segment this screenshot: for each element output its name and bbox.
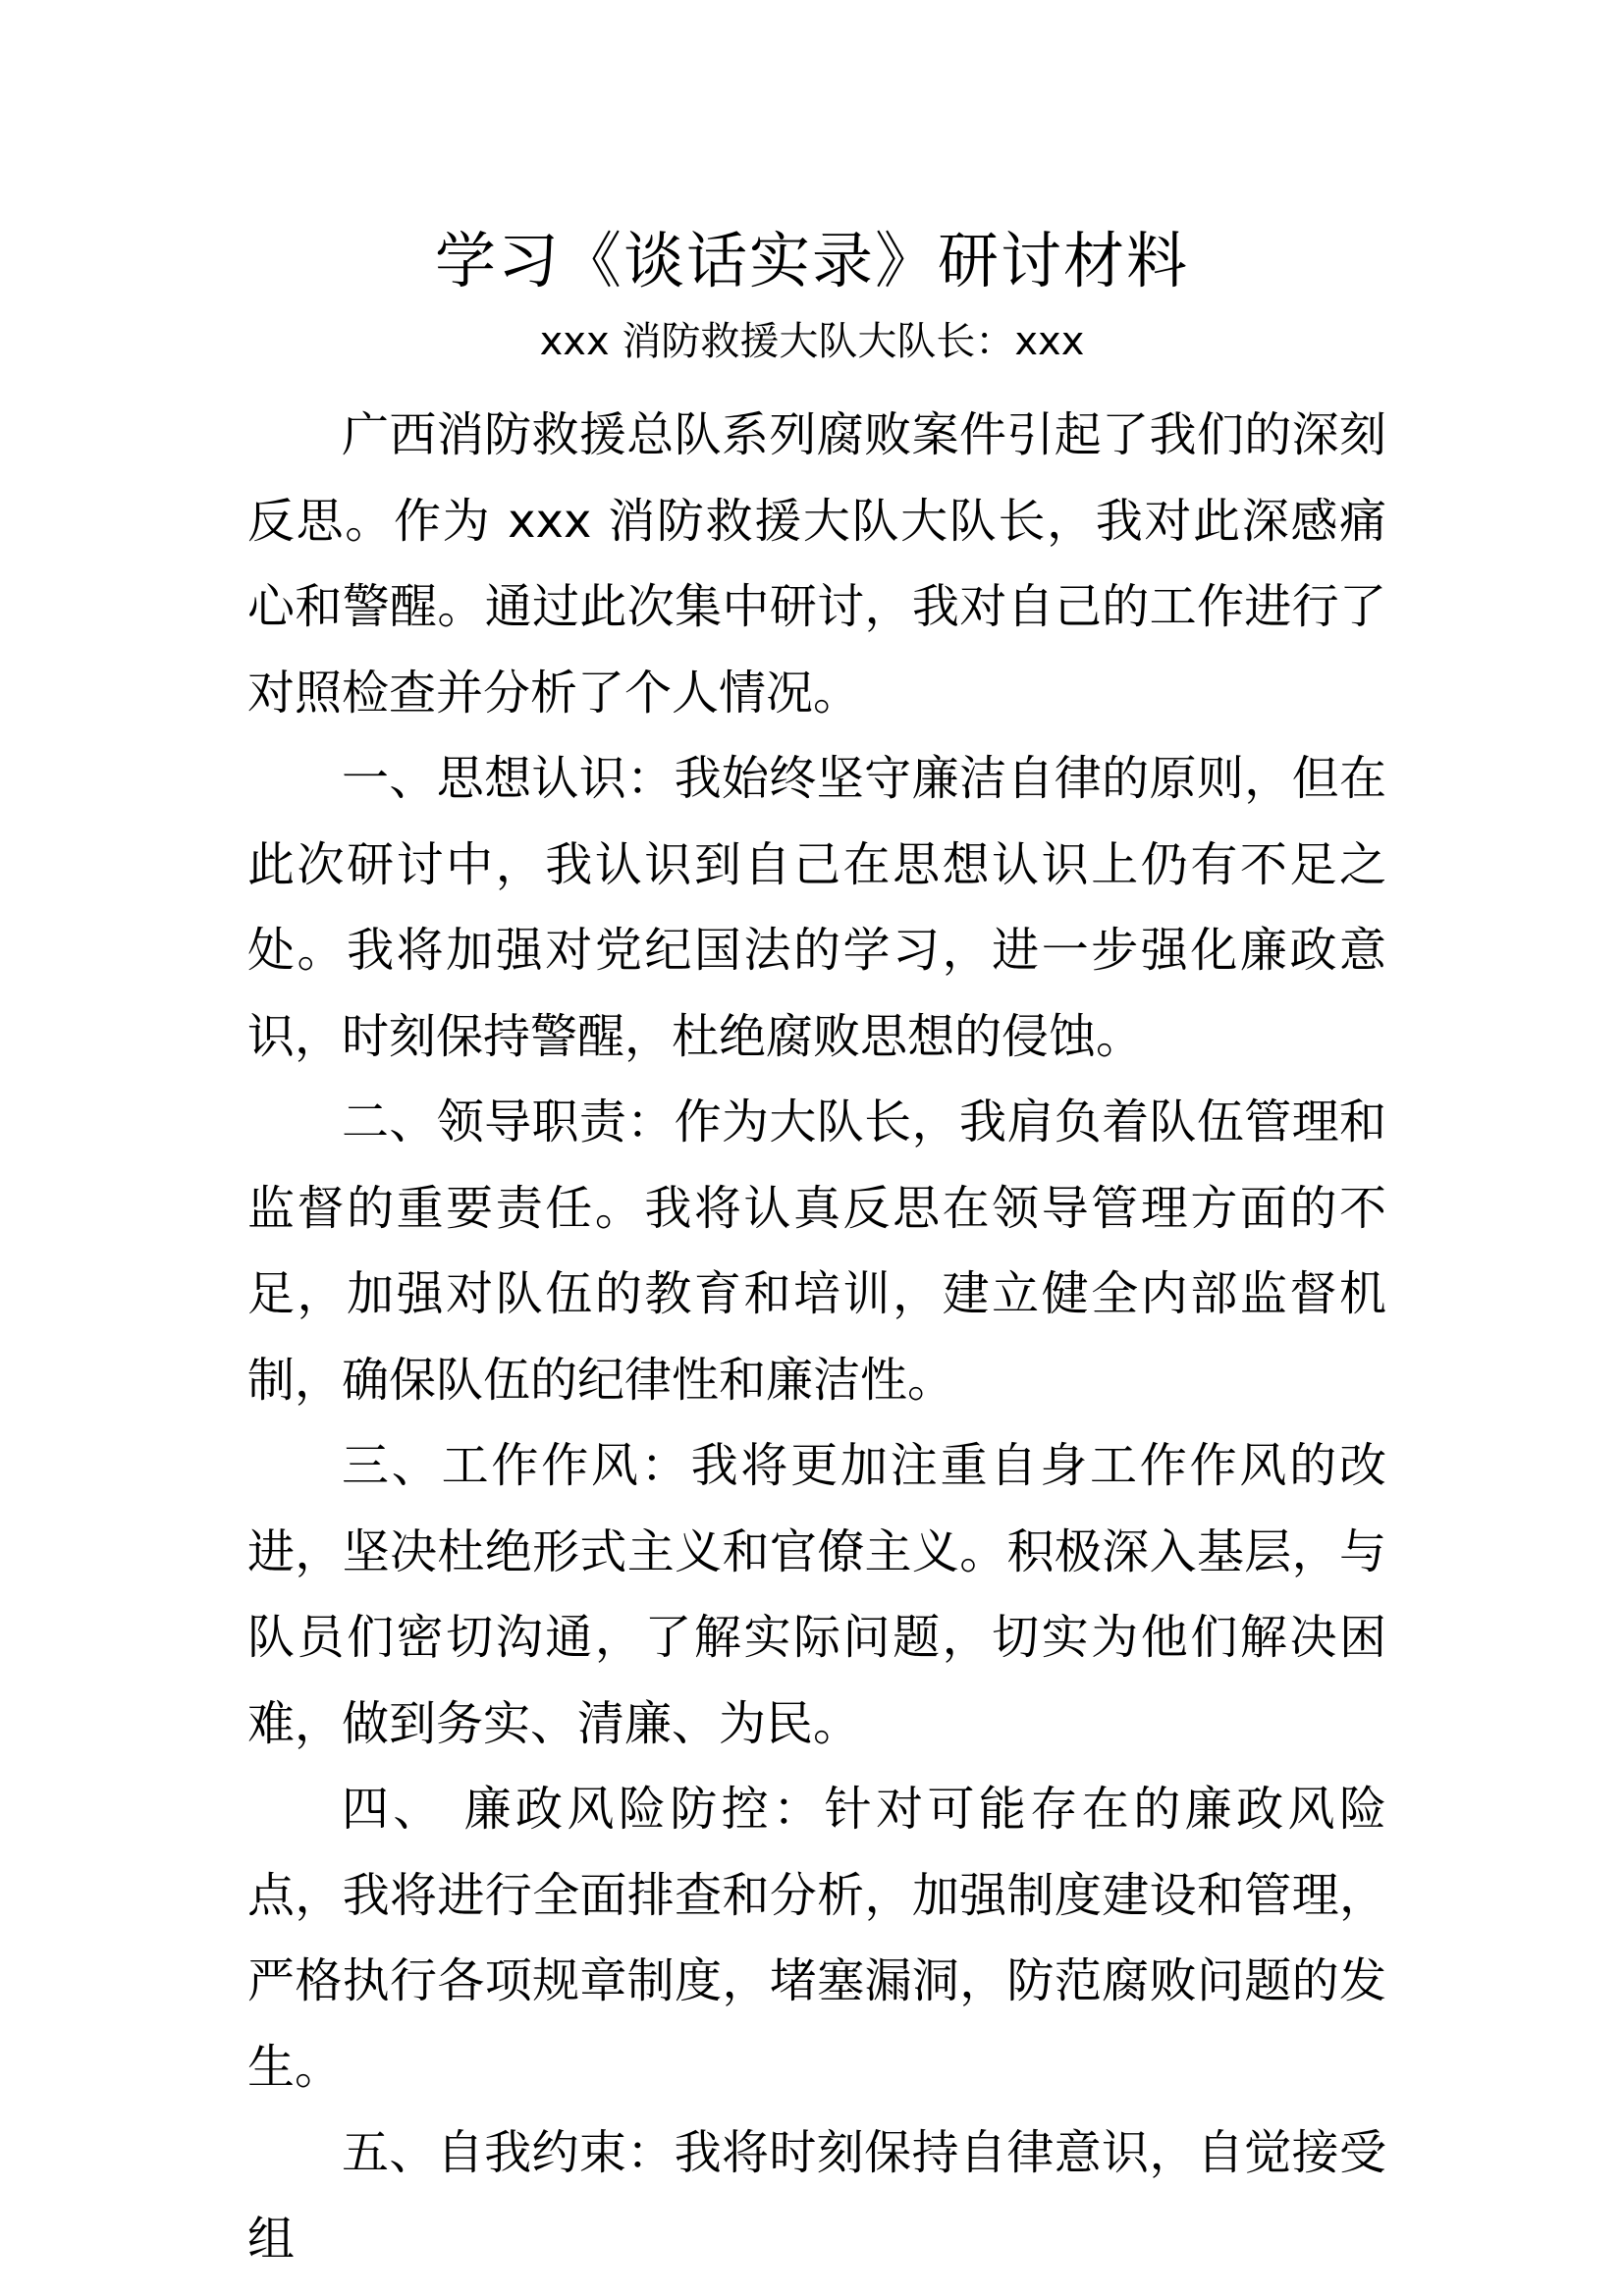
paragraph-self-discipline: 五、自我约束：我将时刻保持自律意识，自觉接受组 (247, 2125, 1386, 2267)
paragraph-intro: 广西消防救援总队系列腐败案件引起了我们的深刻反思。作为 xxx 消防救援大队大队长，我对此深感痛心和警醒。通过此次集中研讨，我对自己的工作进行了对照检查并分析了个人情况。 (247, 407, 1386, 721)
paragraph-leadership: 二、领导职责：作为大队长，我肩负着队伍管理和监督的重要责任。我将认真反思在领导管理方面的不足，加强对队伍的教育和培训，建立健全内部监督机制，确保队伍的纪律性和廉洁性。 (247, 1095, 1386, 1408)
document-subtitle: xxx 消防救援大队大队长：xxx (539, 319, 1085, 364)
paragraph-risk-control: 四、 廉政风险防控：针对可能存在的廉政风险点，我将进行全面排查和分析，加强制度建设和管理，严格执行各项规章制度，堵塞漏洞，防范腐败问题的发生。 (247, 1782, 1386, 2095)
paragraph-ideology: 一、思想认识：我始终坚守廉洁自律的原则，但在此次研讨中，我认识到自己在思想认识上仍有不足之处。我将加强对党纪国法的学习，进一步强化廉政意识，时刻保持警醒，杜绝腐败思想的侵蚀。 (247, 751, 1386, 1064)
document-title: 学习《谈话实录》研讨材料 (434, 225, 1189, 296)
paragraph-work-style: 三、工作作风：我将更加注重自身工作作风的改进，坚决杜绝形式主义和官僚主义。积极深入基层，与队员们密切沟通，了解实际问题，切实为他们解决困难，做到务实、清廉、为民。 (247, 1438, 1386, 1751)
document-body (247, 393, 1386, 2282)
